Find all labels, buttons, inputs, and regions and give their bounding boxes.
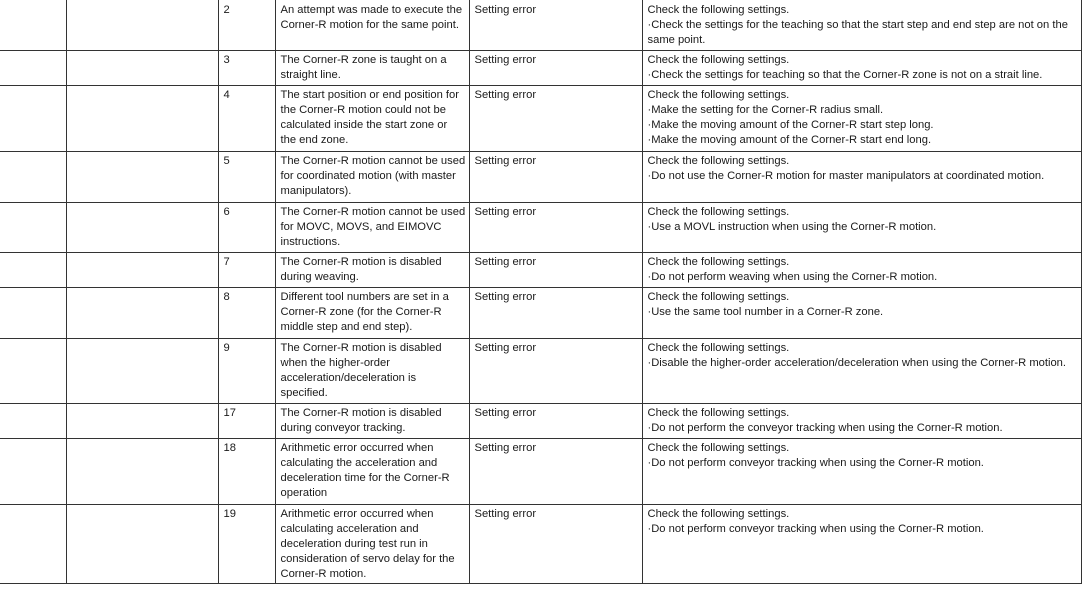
blank-cell — [66, 50, 218, 85]
remedy-line: Check the following settings. — [647, 406, 790, 419]
table-row — [0, 151, 1081, 202]
alarm-subcode-cell: 2 — [218, 0, 275, 50]
blank-cell — [0, 403, 66, 438]
remedy-line: Check the following settings. — [647, 441, 790, 454]
remedy-line: ·Check the settings for teaching so that the Corner-R zone is not on a strait line. — [647, 68, 1043, 81]
remedy-line: ·Use a MOVL instruction when using the Corner-R motion. — [647, 220, 937, 233]
meaning-cell: Different tool numbers are set in a Corner-R zone (for the Corner-R middle step and end step). — [275, 287, 469, 338]
blank-cell — [0, 504, 66, 583]
blank-cell — [0, 338, 66, 403]
cause-cell: Setting error — [469, 50, 642, 85]
remedy-cell — [642, 50, 1081, 85]
blank-cell — [66, 85, 218, 151]
remedy-cell — [642, 202, 1081, 252]
remedy-line: ·Check the settings for the teaching so that the start step and end step are not on the same point. — [647, 19, 1068, 47]
cause-cell: Setting error — [469, 438, 642, 504]
meaning-cell: The Corner-R motion is disabled during conveyor tracking. — [275, 403, 469, 438]
cause-cell: Setting error — [469, 85, 642, 151]
blank-cell — [0, 0, 66, 50]
remedy-line: ·Disable the higher-order acceleration/deceleration when using the Corner-R motion. — [647, 356, 1067, 369]
blank-cell — [66, 403, 218, 438]
table-row — [0, 0, 1081, 50]
table-row — [0, 287, 1081, 338]
blank-cell — [0, 202, 66, 252]
blank-cell — [0, 85, 66, 151]
table-row — [0, 85, 1081, 151]
cause-cell: Setting error — [469, 403, 642, 438]
alarm-subcode-cell: 6 — [218, 202, 275, 252]
alarm-subcode-cell: 19 — [218, 504, 275, 583]
alarm-subcode-cell: 7 — [218, 252, 275, 287]
meaning-cell: The Corner-R motion cannot be used for MOVC, MOVS, and EIMOVC instructions. — [275, 202, 469, 252]
meaning-cell: The Corner-R motion is disabled during weaving. — [275, 252, 469, 287]
cause-cell: Setting error — [469, 338, 642, 403]
table-row — [0, 252, 1081, 287]
remedy-cell — [642, 85, 1081, 151]
blank-cell — [66, 202, 218, 252]
alarm-subcode-cell: 18 — [218, 438, 275, 504]
table-row — [0, 202, 1081, 252]
alarm-subcode-cell: 17 — [218, 403, 275, 438]
remedy-line: Check the following settings. — [647, 255, 790, 268]
remedy-line: ·Use the same tool number in a Corner-R zone. — [647, 305, 884, 318]
remedy-line: ·Make the moving amount of the Corner-R start step long. — [647, 118, 934, 131]
alarm-subcode-cell: 3 — [218, 50, 275, 85]
meaning-cell: The Corner-R motion cannot be used for coordinated motion (with master manipulators). — [275, 151, 469, 202]
remedy-line: ·Make the moving amount of the Corner-R start end long. — [647, 134, 932, 147]
blank-cell — [66, 0, 218, 50]
alarm-subcode-cell: 8 — [218, 287, 275, 338]
cause-cell: Setting error — [469, 0, 642, 50]
meaning-cell: An attempt was made to execute the Corner-R motion for the same point. — [275, 0, 469, 50]
remedy-line: Check the following settings. — [647, 290, 790, 303]
remedy-line: ·Do not use the Corner-R motion for master manipulators at coordinated motion. — [647, 169, 1045, 182]
table-row — [0, 403, 1081, 438]
remedy-line: Check the following settings. — [647, 4, 790, 16]
remedy-line: Check the following settings. — [647, 154, 790, 167]
cause-cell: Setting error — [469, 252, 642, 287]
blank-cell — [66, 252, 218, 287]
alarm-subcode-cell: 5 — [218, 151, 275, 202]
blank-cell — [0, 438, 66, 504]
remedy-cell — [642, 338, 1081, 403]
blank-cell — [0, 252, 66, 287]
remedy-line: Check the following settings. — [647, 205, 790, 218]
meaning-cell: The Corner-R motion is disabled when the higher-order acceleration/deceleration is specified. — [275, 338, 469, 403]
remedy-line: ·Do not perform conveyor tracking when using the Corner-R motion. — [647, 456, 984, 469]
table-row — [0, 438, 1081, 504]
table-row — [0, 338, 1081, 403]
remedy-line: ·Do not perform weaving when using the Corner-R motion. — [647, 270, 938, 283]
blank-cell — [0, 151, 66, 202]
cause-cell: Setting error — [469, 287, 642, 338]
blank-cell — [66, 338, 218, 403]
remedy-cell — [642, 252, 1081, 287]
remedy-line: ·Do not perform the conveyor tracking when using the Corner-R motion. — [647, 421, 1003, 434]
blank-cell — [0, 287, 66, 338]
alarm-subcode-cell: 4 — [218, 85, 275, 151]
remedy-line: Check the following settings. — [647, 507, 790, 520]
alarm-subcode-cell: 9 — [218, 338, 275, 403]
remedy-line: Check the following settings. — [647, 88, 790, 101]
meaning-cell: The start position or end position for the Corner-R motion could not be calculated inside the start zone or the end zone. — [275, 85, 469, 151]
blank-cell — [66, 504, 218, 583]
remedy-line: ·Make the setting for the Corner-R radius small. — [647, 103, 884, 116]
remedy-cell — [642, 403, 1081, 438]
remedy-line: ·Do not perform conveyor tracking when using the Corner-R motion. — [647, 522, 984, 535]
remedy-cell — [642, 151, 1081, 202]
blank-cell — [66, 287, 218, 338]
meaning-cell: Arithmetic error occurred when calculating the acceleration and deceleration time for the Corner-R operation — [275, 438, 469, 504]
remedy-cell — [642, 0, 1081, 50]
blank-cell — [66, 151, 218, 202]
cause-cell: Setting error — [469, 151, 642, 202]
remedy-line: Check the following settings. — [647, 341, 790, 354]
blank-cell — [0, 50, 66, 85]
meaning-cell: Arithmetic error occurred when calculating acceleration and deceleration during test run in consideration of servo delay for the Corner-R motion. — [275, 504, 469, 583]
cause-cell: Setting error — [469, 202, 642, 252]
remedy-line: Check the following settings. — [647, 53, 790, 66]
blank-cell — [66, 438, 218, 504]
table-row — [0, 50, 1081, 85]
meaning-cell: The Corner-R zone is taught on a straight line. — [275, 50, 469, 85]
remedy-cell — [642, 438, 1081, 504]
remedy-cell — [642, 287, 1081, 338]
table-row — [0, 504, 1081, 583]
cause-cell: Setting error — [469, 504, 642, 583]
remedy-cell — [642, 504, 1081, 583]
